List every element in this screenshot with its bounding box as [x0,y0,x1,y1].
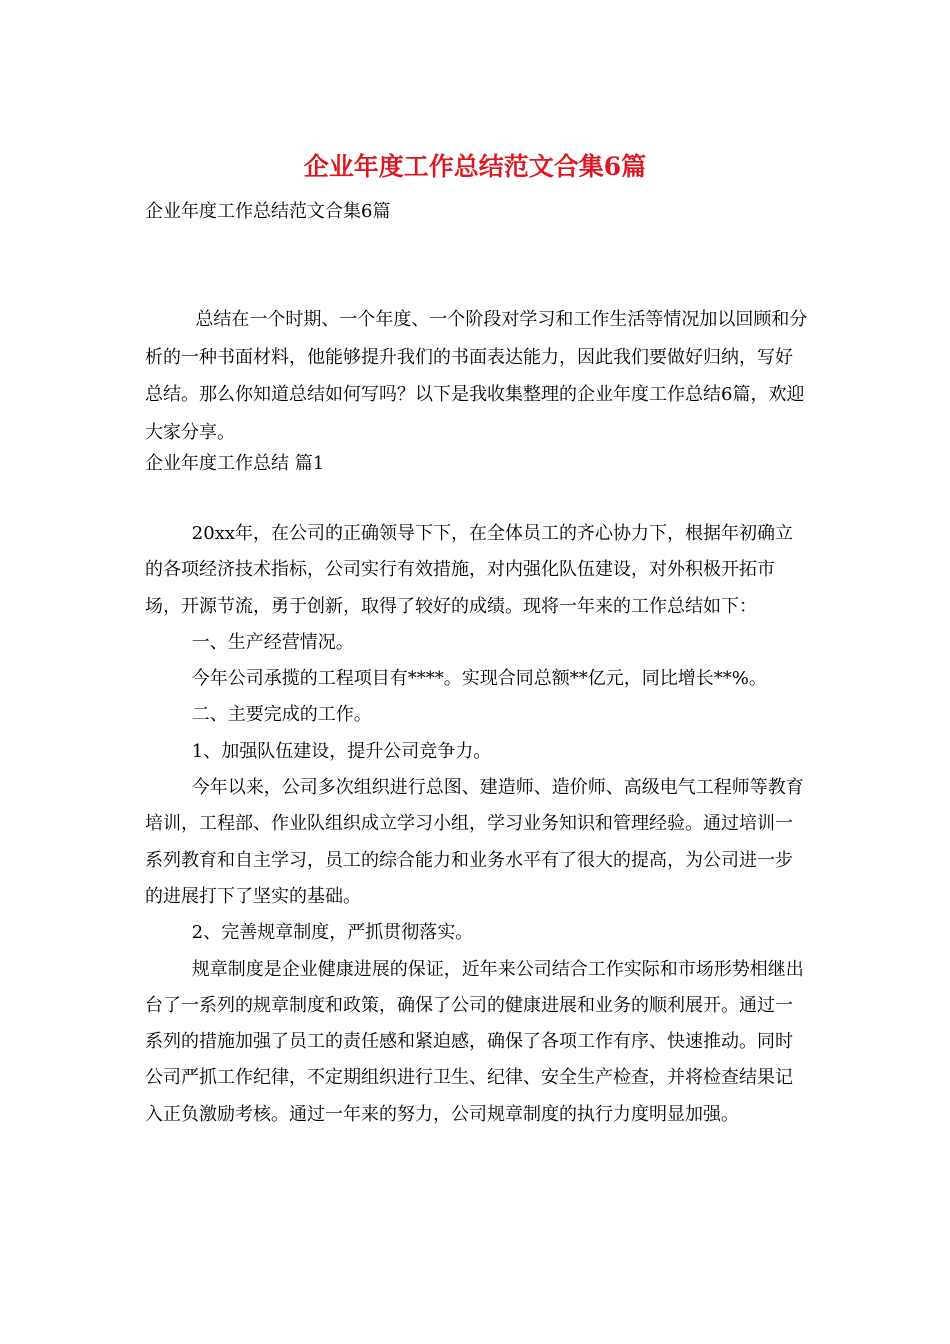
document-title: 企业年度工作总结范文合集6篇 [303,152,647,181]
heading-production: 一、生产经营情况。 [191,631,354,653]
document-subtitle: 企业年度工作总结范文合集6篇 [145,201,391,222]
paragraph-regulations: 规章制度是企业健康进展的保证，近年来公司结合工作实际和市场形势相继出台了一系列的规章制度和政策，确保了公司的健康进展和业务的顺利展开。通过一系列的措施加强了员工的责任感和紧迫感，确保了各项工作有序、快速推动。同时公司严抓工作纪律，不定期组织进行卫生、纪律、安全生产检查，并将检查结果记入正负激励考核。通过一年来的努力，公司规章制度的执行力度明显加强。 [145,958,804,1125]
paragraph-overview: 20xx年，在公司的正确领导下下，在全体员工的齐心协力下，根据年初确立的各项经济技术指标，公司实行有效措施，对内强化队伍建设，对外积极开拓市场，开源节流，勇于创新，取得了较好的成绩。现将一年来的工作总结如下： [145,523,794,617]
intro-paragraph: 总结在一个时期、一个年度、一个阶段对学习和工作生活等情况加以回顾和分析的一种书面材料，他能够提升我们的书面表达能力，因此我们要做好归纳，写好总结。那么你知道总结如何写吗？以下是我收集整理的企业年度工作总结6篇，欢迎大家分享。 [145,309,808,443]
heading-main-work: 二、主要完成的工作。 [191,704,372,726]
section-heading: 企业年度工作总结 篇1 [145,453,325,474]
paragraph-production: 今年公司承揽的工程项目有****。实现合同总额**亿元，同比增长**%。 [191,668,767,690]
heading-regulations: 2、完善规章制度，严抓贯彻落实。 [191,922,474,944]
paragraph-team-building: 今年以来，公司多次组织进行总图、建造师、造价师、高级电气工程师等教育培训，工程部、作业队组织成立学习小组，学习业务知识和管理经验。通过培训一系列教育和自主学习，员工的综合能力和业务水平有了很大的提高，为公司进一步的进展打下了坚实的基础。 [145,777,804,907]
body-text [145,516,810,1133]
heading-team-building: 1、加强队伍建设，提升公司竞争力。 [191,740,492,762]
